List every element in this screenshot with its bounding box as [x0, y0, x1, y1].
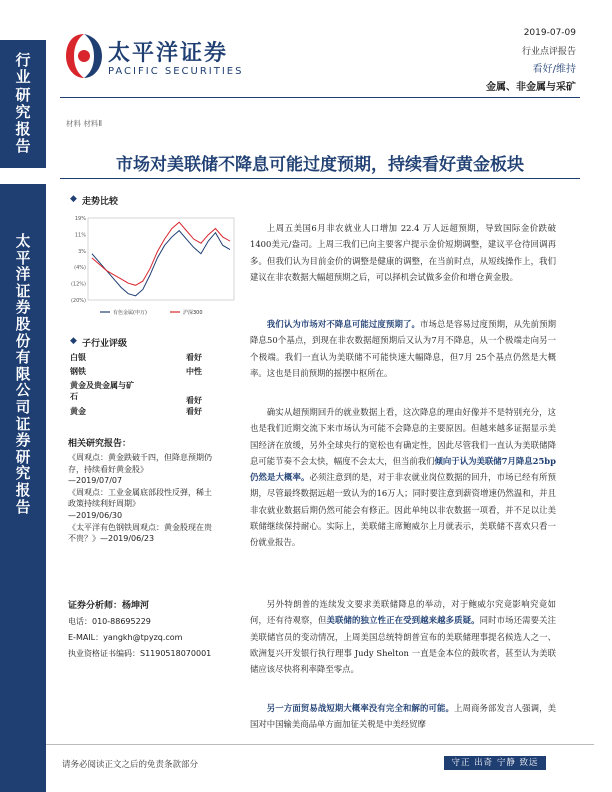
body-paragraph-5: 另一方面贸易战短期大概率没有完全和解的可能。上周商务部发言人强调，美国对中国输美商品单方面加征关税是中美经贸摩 — [250, 703, 556, 730]
related-item: 《周观点：黄金跌破千四，但降息预期仍存，持续看好黄金股》 — [68, 453, 212, 474]
header-rule — [60, 97, 580, 98]
body-paragraph-3: 确实从超预期回升的就业数据上看，这次降息的理由好像并不是特别充分，这也是我们近期交流下来市场认为可能不会降息的主要原因。但越来越多证据显示美国经济在放缓，另外全球央行的宽松也有确定性，因此尽管我们一直认为美联储降息可能节奏不会太快，幅度不会太大，但当前我们倾向于认为美联储7月降息25bp仍然是大概率。必须注意到的是，对于非农就业岗位数据的回升，市场已经有所预期，尽管最终数据远超一致认为的16万人；同时要注意到薪资增速仍然温和，并且非农就业数据后期仍然可能会有修正。因此单纯以非农数据一项看，并不足以让美联储继续保持耐心。实际上，美联储主席鲍威尔上月就表示，美联储不喜欢只看一份就业报告。 — [250, 407, 557, 548]
ratings-heading: 子行业评级 — [82, 339, 128, 349]
legend-label: 有色金属(申万) — [113, 310, 147, 316]
related-item: 《太平洋有色钢铁周观点：黄金股现在贵不贵？》—2019/06/23 — [68, 522, 212, 544]
footer-rule — [46, 744, 594, 745]
related-heading: 相关研究报告： — [68, 439, 132, 449]
y-tick-label: 3% — [78, 248, 86, 255]
report-type: 行业点评报告 — [521, 47, 576, 57]
trend-chart — [66, 212, 238, 320]
breadcrumb: 材料 材料Ⅱ — [66, 119, 103, 128]
ratings-list — [70, 352, 202, 420]
y-tick-label: (20%) — [70, 298, 86, 304]
page-title: 市场对美联储不降息可能过度预期，持续看好黄金板块 — [116, 155, 524, 175]
related-list — [68, 452, 218, 545]
series-line-1 — [92, 222, 230, 285]
analyst-license: 执业资格证书编码：S1190518070001 — [68, 649, 212, 658]
footer-motto: 守正 出奇 宁静 致远 — [444, 756, 546, 770]
y-tick-label: 19% — [74, 216, 86, 222]
body-paragraph-1: 上周五美国6月非农就业人口增加 22.4 万人远超预期，导致国际金价跌破1400美元/盎司。上周三我们已向主要客户提示金价短期调整，建议平仓待回调再多。但我们认为目前金价的调整是健康的调整，在当前时点，从短线操作上，我们建议在非农数据大幅超预期之后，可以择机会试做多金价和增仓黄金股。 — [250, 223, 556, 282]
related-item: —2019/06/30 — [68, 510, 123, 520]
related-item: 《周观点：工业金属底部段性反弹，稀土政策持续利好周期》 — [68, 487, 212, 509]
logo-en: PACIFIC SECURITIES — [108, 66, 244, 77]
footer-disclaimer: 请务必阅读正文之后的免责条款部分 — [62, 760, 199, 770]
industry: 金属、非金属与采矿 — [486, 82, 576, 93]
chart-frame — [88, 218, 234, 300]
analyst-heading: 证券分析师：杨坤河 — [68, 601, 150, 611]
trend-heading: 走势比较 — [82, 197, 119, 207]
report-date: 2019-07-09 — [523, 28, 576, 38]
analyst-email: E-MAIL：yangkh@tpyzq.com — [68, 633, 183, 642]
analyst-phone: 电话：010-88695229 — [68, 617, 151, 626]
sidebar-top-label: 行业研究报告 — [15, 51, 31, 156]
ratings-heading-marker: ◆ — [70, 336, 77, 346]
rating-row: 白银 看好 — [70, 353, 202, 362]
legend-label: 沪深300 — [183, 310, 203, 316]
logo-cn: 太平洋证券 — [108, 41, 229, 66]
body-paragraph-2: 我们认为市场对不降息可能过度预期了。市场总是容易过度预期，从先前预期降息50个基点，到现在非农数据超预期后又认为7月不降息，从一个极端走向另一个极端。我们一直认为美联储不可能快速大幅降息，但7月 25个基点仍然是大概率。这也是目前预期的摇摆中枢所在。 — [250, 319, 557, 378]
trend-heading-marker: ◆ — [70, 194, 77, 204]
series-line-0 — [92, 231, 230, 296]
title-rule — [60, 178, 580, 179]
sidebar-bottom-label: 太平洋证券股份有限公司证券研究报告 — [15, 233, 31, 516]
rating-row: 黄金 看好 — [70, 407, 202, 416]
y-tick-label: (4%) — [74, 265, 86, 272]
y-tick-label: 11% — [74, 232, 86, 239]
y-tick-label: (12%) — [70, 281, 86, 288]
rating: 看好/维持 — [532, 64, 576, 75]
company-logo-icon — [64, 32, 104, 80]
rating-row: 钢铁 中性 — [70, 367, 202, 376]
rating-row: 黄金及贵金属与矿石 看好 — [70, 381, 202, 405]
body-paragraph-4: 另外特朗普的连续发文要求美联储降息的举动，对于鲍威尔究竟影响究竟如何，还有待观察，但美联储的独立性正在受到越来越多质疑。同时市场还需要关注美联储官员的变动情况，上周美国总统特朗普宣布的美联储理事提名候选人之一、欧洲复兴开发银行执行理事 Judy Shelton 一直是金本位的鼓吹者，甚至认为美联储应该尽快将利率降至零点。 — [250, 599, 557, 675]
related-item: —2019/07/07 — [68, 476, 123, 486]
